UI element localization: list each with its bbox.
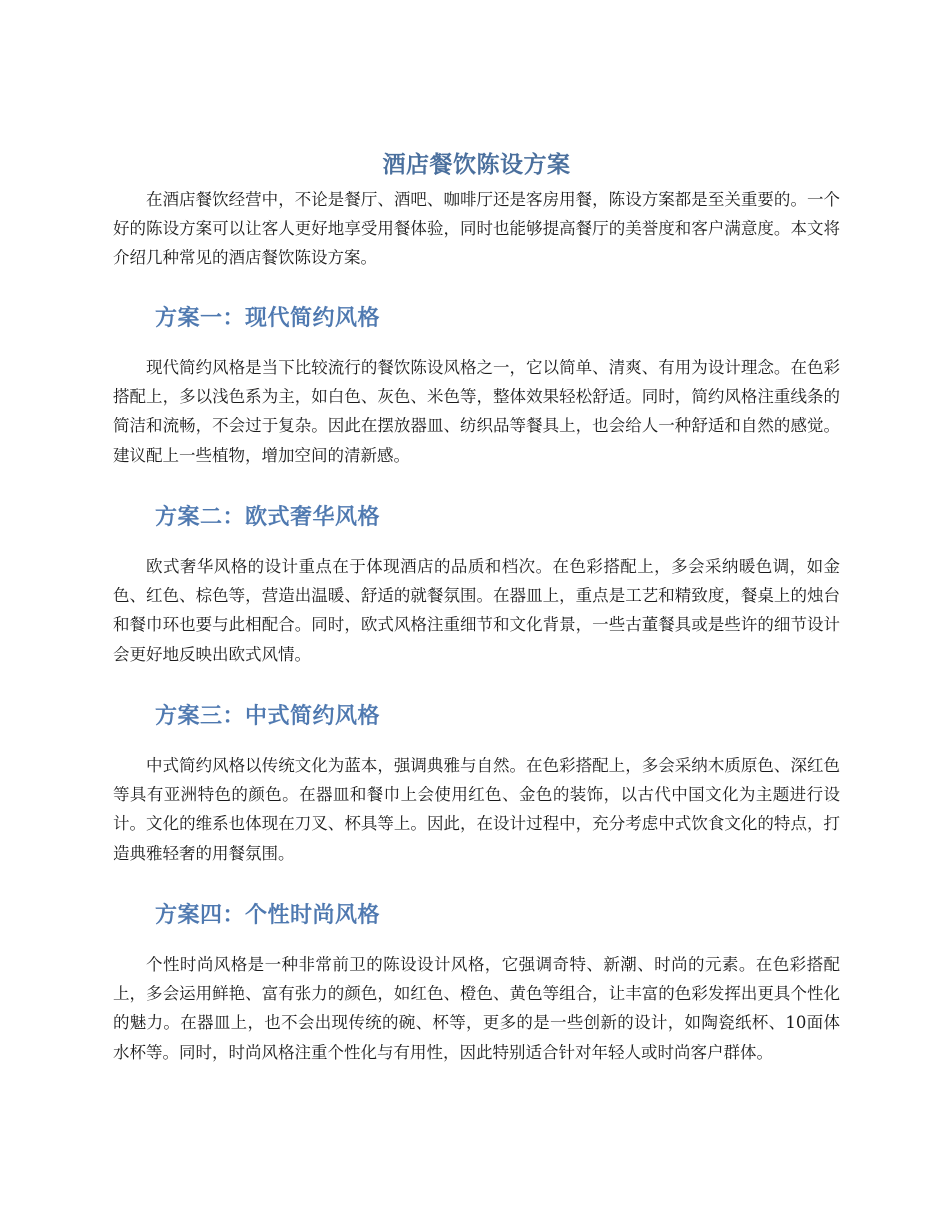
- document-title: 酒店餐饮陈设方案: [382, 152, 571, 178]
- section-body-3: 中式简约风格以传统文化为蓝本，强调典雅与自然。在色彩搭配上，多会采纳木质原色、深红色等具有亚洲特色的颜色。在器皿和餐巾上会使用红色、金色的装饰，以古代中国文化为主题进行设计。文化的维系也体现在刀叉、杯具等上。因此，在设计过程中，充分考虑中式饮食文化的特点，打造典雅轻奢的用餐氛围。: [113, 756, 840, 863]
- intro-paragraph: 在酒店餐饮经营中，不论是餐厅、酒吧、咖啡厅还是客房用餐，陈设方案都是至关重要的。一个好的陈设方案可以让客人更好地享受用餐体验，同时也能够提高餐厅的美誉度和客户满意度。本文将介绍几种常见的酒店餐饮陈设方案。: [113, 190, 840, 268]
- section-heading-4: 方案四：个性时尚风格: [155, 903, 381, 928]
- section-body-4: 个性时尚风格是一种非常前卫的陈设设计风格，它强调奇特、新潮、时尚的元素。在色彩搭配上，多会运用鲜艳、富有张力的颜色，如红色、橙色、黄色等组合，让丰富的色彩发挥出更具个性化的魅力。在器皿上，也不会出现传统的碗、杯等，更多的是一些创新的设计，如陶瓷纸杯、10面体水杯等。同时，时尚风格注重个性化与有用性，因此特别适合针对年轻人或时尚客户群体。: [113, 955, 840, 1062]
- section-body-1: 现代简约风格是当下比较流行的餐饮陈设风格之一，它以简单、清爽、有用为设计理念。在色彩搭配上，多以浅色系为主，如白色、灰色、米色等，整体效果轻松舒适。同时，简约风格注重线条的简洁和流畅，不会过于复杂。因此在摆放器皿、纺织品等餐具上，也会给人一种舒适和自然的感觉。建议配上一些植物，增加空间的清新感。: [113, 358, 840, 465]
- section-body-2: 欧式奢华风格的设计重点在于体现酒店的品质和档次。在色彩搭配上，多会采纳暖色调，如金色、红色、棕色等，营造出温暖、舒适的就餐氛围。在器皿上，重点是工艺和精致度，餐桌上的烛台和餐巾环也要与此相配合。同时，欧式风格注重细节和文化背景，一些古董餐具或是些许的细节设计会更好地反映出欧式风情。: [113, 557, 840, 664]
- section-heading-3: 方案三：中式简约风格: [155, 704, 381, 729]
- section-heading-1: 方案一：现代简约风格: [155, 306, 381, 331]
- section-heading-2: 方案二：欧式奢华风格: [155, 505, 381, 530]
